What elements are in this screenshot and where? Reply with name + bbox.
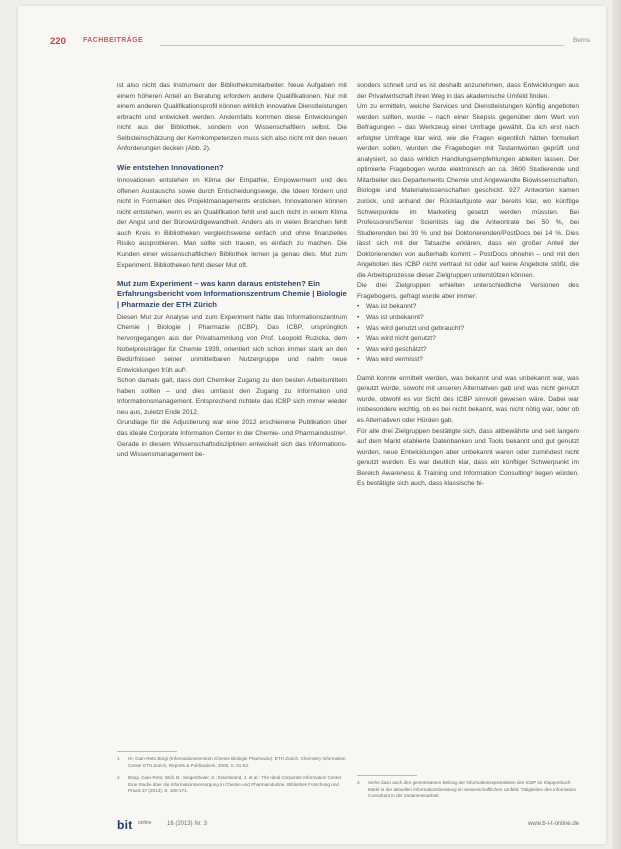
left-paragraph-2: Innovationen entstehen im Klima der Empathie, Empowerment und des offenen Austauschs sowie durch Entscheidungswege, die Ideen fördern und nicht in Formalien des Projektmanagements ersticken. Innovationen können nicht entstehen, wenn es an Qualifikation fehlt und auch nicht in einem Klima der Angst und der Bürowürdigewandheit. Anders als in vielen Branchen fehlt auch Kreis in Bibliotheken vergleichsweise einfach und ohne finanzielles Risiko ausprobieren. Man sollte sich trauen, es einfach zu machen. Die Kunden einer wissenschaftlichen Bibliothek lernen ja genau dies. Mut zum Experiment. Bibliotheken fehlt dieser Mut oft. <box>117 177 347 269</box>
right-paragraph-5: Für alle drei Zielgruppen bestätigte sich, dass altbewährte und seit langem auf dem Markt etablierte Datenbanken und Tools bekannt und gut genutzt wurden, neue Entwicklungen aber unbekannt waren oder zumindest nicht genutzt wurden. Es war deutlich klar, dass ein künftiger Schwerpunkt im Bereich Awareness & Training und Information Consulting³ liegen würden. Es bestätigte sich auch, dass klassische bi- <box>357 427 579 488</box>
footnote-1: 1 Hr. Gian-Reto Bürgi (Informationszentrum Chemie Biologie Pharmazie), ETH Zürich. Chemistry Information Center ETH Zurich, Reports & Publications, 2005, S. 51-52. <box>117 756 346 768</box>
left-paragraph-4: Schon damals galt, dass dort Chemiker Zugang zu den besten Arbeitsmitteln haben sollten – und dies umfasst den Zugang zu Information und Informationsmanagement. Entsprechend richtete das ICBP sich immer wieder neu aus, zuletzt Ende 2012. <box>117 377 347 416</box>
footnote-rule-right <box>357 775 417 776</box>
section-label: FACHBEITRÄGE <box>83 37 144 44</box>
right-column <box>357 81 579 490</box>
left-column <box>117 81 347 461</box>
footnote-2: 2 Bürgi, Gian-Reto; Woll, B.; Siegenthaler, S.; Eisenbrand, J. et al.: The Ideal Corporate Information Center. Eine Studie über die Informationsversorgung in Chemie und Pharmaindustrie. Bibliothek Forschung und Praxis 37 (2013), S. 160-171. <box>117 775 343 794</box>
brand-suffix: online <box>138 820 152 826</box>
issue-number: 16 (2013) Nr. 3 <box>167 821 208 827</box>
right-paragraph-4: Damit konnte ermittelt werden, was bekannt und was unbekannt war, was genutzt wurde, sowohl mit unseren Alternativen gab und was nicht genutzt wurde, obwohl es vor Sicht des ICBP sinnvoll gewesen wäre. Dabei war insbesondere wichtig, ob es bei nicht bekannt, was nicht nötig war, oder ob es Alternativen oder Hürden gab. <box>357 374 579 424</box>
footnote-rule-left <box>117 751 177 752</box>
question-item: • Was ist unbekannt? <box>357 313 579 324</box>
left-paragraph-1: ist also nicht das Instrument der Bibliotheksmitarbeiter. Neue Aufgaben mit einem höheren Anteil an Beratung erfordern andere Qualifikationen. Nur mit einem anderen Qualifikationsprofil können wirklich innovative Dienstleistungen erbracht und entwickelt werden. Andernfalls kommen diese Entwicklungen nicht aus der Bibliothek, sondern von Wissenschaftlern selbst. Die Selbsteinschätzung der Kernkompetenzen muss sich also nicht mit den neuen Anforderungen decken (Abb. 2). <box>117 82 347 153</box>
left-paragraph-3: Diesen Mut zur Analyse und zum Experiment hatte das Informationszentrum Chemie | Biologie | Pharmazie (ICBP). Das ICBP, ursprünglich hervorgegangen aus der Privatsammlung von Prof. Leopold Ruzicka, dem Nobelpreisträger für Chemie 1939, orientiert sich schon immer stark an den Bedürfnissen seiner unmittelbaren Nutzergruppe und nahm neue Entwicklungen früh auf¹. <box>117 313 347 374</box>
right-paragraph-2: Um zu ermitteln, welche Services und Dienstleistungen künftig angeboten werden sollten, wurde – nach einer Skepsis gegenüber dem Wert von Befragungen – das Werkzeug einer Umfrage gewählt. Da ich erst nach erfolgter Umfrage klar wird, wie die Fragen eigentlich hätten formuliert werden sollen, wurden die Fragebogen mit Testantworten geprüft und analysiert, so dass wirklich Handlungsempfehlungen ableiten lassen. Der optimierte Fragebogen wurde elektronisch an ca. 3600 Studierende und Mitarbeiter des Departements Chemie und Angewandte Biowissenschaften, Biologie und Materialwissenschaften geschickt. 927 Antworten kamen zurück, und anhand der Rücklaufquote war bereits klar, wo künftige Schwerpunkte im Marketing gesetzt werden müssten. Bei Professoren/Senior Scientists lag die Antwortrate bei 50 %, bei Studierenden bei 30 % und bei Doktorierenden/PostDocs bei 14 %. Dies lässt sich mit der Tatsache erklären, dass ein großer Anteil der Doktorierenden von außerhalb kommt – PostDocs ohnehin – und mit den Angeboten des ICBP nicht vertraut ist oder auf keine Angebote stößt, die die Arbeitsprozesse dieser Zielgruppen unterstützen können. <box>357 103 579 279</box>
right-paragraph-3: Die drei Zielgruppen erhielten unterschiedliche Versionen des Fragebogens, gefragt wurde aber immer: <box>357 282 579 300</box>
footnote-3: 3 Siehe dazu auch den gemeinsamen Beitrag der Informationsspezialisten des ICBP im Klappenbuch Markt in der aktuellen Informationsberatung im wissenschaftlichen Umfeld: Tätigkeiten des Information Consultant in der Zusammenarbeit. <box>357 780 577 799</box>
question-item: • Was wird geschätzt? <box>357 345 579 356</box>
question-item: • Was ist bekannt? <box>357 302 579 313</box>
page-number: 220 <box>50 36 66 47</box>
question-item: • Was wird vermisst? <box>357 355 579 366</box>
page-edge-shadow <box>612 0 621 849</box>
magazine-page <box>18 6 606 844</box>
right-paragraph-1: sonders schnell und es ist deshalb anzunehmen, dass Entwicklungen aus der Privatwirtschaft ihren Weg in das akademische Umfeld finden. <box>357 82 579 100</box>
heading-experiment: Mut zum Experiment – was kann daraus entstehen? Ein Erfahrungsbericht vom Informationszentrum Chemie | Biologie | Pharmazie der ETH Zürich <box>117 279 347 309</box>
website-url: www.b-i-t-online.de <box>527 821 579 827</box>
left-paragraph-5: Grundlage für die Adjustierung war eine 2012 erschienene Publikation über das ideale Corporate Information Center in der Chemie- und Pharmaindustrie². Gerade in diesem Wissenschaftsdisziplinen entwickelt sich das Informations- und Wissensmanagement be- <box>117 419 347 459</box>
heading-innovation: Wie entstehen Innovationen? <box>117 162 224 172</box>
question-item: • Was wird genutzt und gebraucht? <box>357 324 579 335</box>
page-footer <box>117 818 579 832</box>
page-header <box>50 36 590 48</box>
brand-logo: bit <box>117 818 133 832</box>
header-rule <box>160 45 564 46</box>
question-item: • Was wird nicht genutzt? <box>357 334 579 345</box>
running-header-author: Berns <box>573 37 590 44</box>
question-list <box>357 302 579 365</box>
